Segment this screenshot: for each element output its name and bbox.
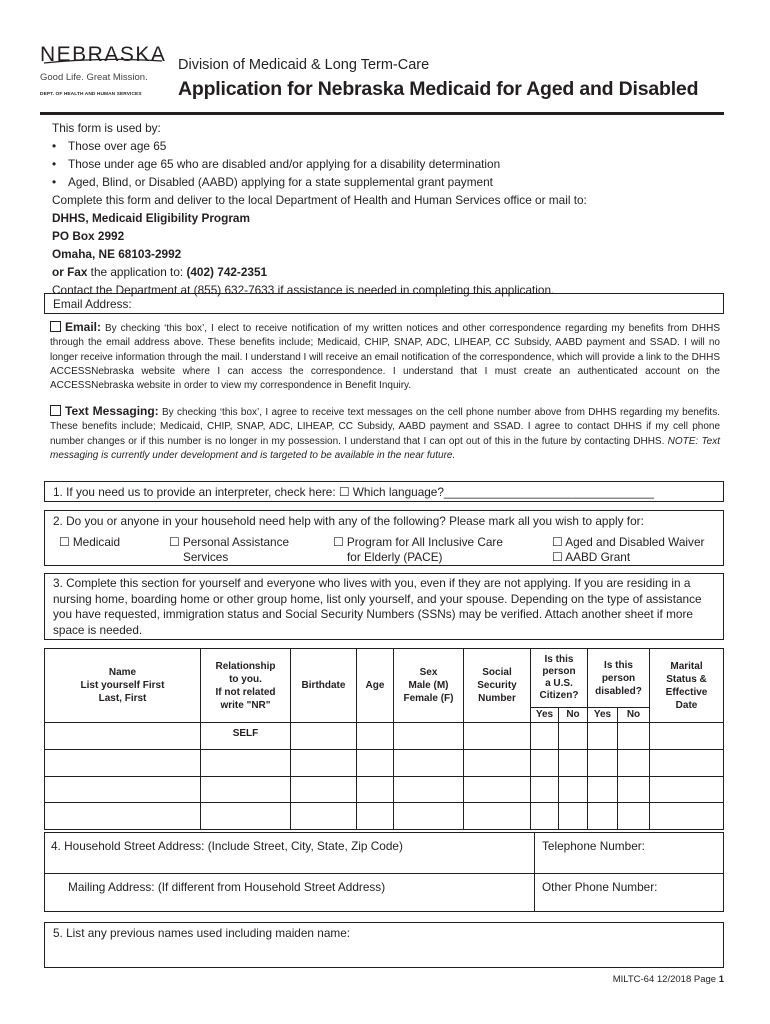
table-grid-line: [558, 707, 559, 829]
fax-mid: the application to:: [87, 265, 187, 279]
household-instructions: [44, 573, 724, 640]
previous-names-field[interactable]: [44, 922, 724, 968]
street-address-field[interactable]: 4. Household Street Address: (Include Street, City, State, Zip Code): [51, 839, 403, 853]
form-footer: [613, 974, 724, 985]
mail-address-line: PO Box 2992: [52, 229, 125, 243]
header-divider: [40, 112, 724, 115]
header-citizen-no: No: [566, 709, 580, 720]
fax-line: [52, 263, 724, 281]
logo-swoosh-icon: [44, 58, 162, 64]
header-age: Age: [365, 680, 385, 691]
option-waiver-aabd[interactable]: [552, 535, 704, 565]
header-disabled-yes: Yes: [593, 709, 612, 720]
logo-tagline: Good Life. Great Mission.: [40, 72, 148, 83]
email-consent-text: By checking ‘this box’, I elect to receive notification of my written notices and other correspondence regarding my benefits from DHHS through the email address above. These benefits include; Medicaid, CHIP, SNAP, ADC, LIHEAP, CC Subsidy, AABD payment and SSAD. I will no longer receive information through the mail. I understand I will receive an email notification of the correspondence, which will provide a link to the DHHS ACCESSNebraska website where I can access the correspondence. I understand that I must create an authenticated account on the ACCESSNebraska website in order to view my correspondence in Benefit Inquiry.: [50, 323, 720, 392]
nebraska-dhhs-logo: [40, 44, 165, 97]
text-consent-note: NOTE: Text messaging is currently under development and is targeted to be available in the near future.: [50, 435, 720, 461]
email-address-label: Email Address:: [53, 297, 132, 311]
option-aabd-grant[interactable]: ☐ AABD Grant: [552, 550, 631, 564]
header-citizen-yes: Yes: [535, 709, 554, 720]
option-label: ☐ Personal Assistance: [169, 535, 290, 549]
telephone-field[interactable]: Telephone Number:: [542, 839, 645, 853]
header-name: Name List yourself First Last, First: [80, 667, 165, 704]
header-citizen: Is this person a U.S. Citizen?: [539, 654, 579, 701]
address-divider: [534, 833, 535, 911]
email-address-field[interactable]: [44, 293, 724, 314]
table-grid-line: [45, 802, 723, 803]
header-birthdate: Birthdate: [301, 680, 346, 691]
option-label: ☐ Medicaid: [59, 535, 121, 549]
bullet-item: • Those under age 65 who are disabled and/or applying for a disability determination: [52, 155, 724, 173]
option-label-line2: Services: [183, 550, 229, 564]
header-disabled: Is this person disabled?: [595, 659, 642, 697]
division-name: Division of Medicaid & Long Term-Care: [178, 57, 430, 73]
text-consent-lead: Text Messaging:: [65, 404, 159, 418]
email-consent-lead: Email:: [65, 320, 102, 334]
text-consent-checkbox[interactable]: [50, 405, 61, 416]
text-consent: [50, 404, 720, 463]
mail-address-line: DHHS, Medicaid Eligibility Program: [52, 211, 250, 225]
self-relationship-cell: SELF: [232, 728, 259, 739]
header-disabled-no: No: [626, 709, 641, 720]
bullet-item: • Aged, Blind, or Disabled (AABD) applying for a state supplemental grant payment: [52, 173, 724, 191]
option-medicaid[interactable]: [59, 535, 120, 550]
option-personal-assistance[interactable]: [169, 535, 289, 565]
page-title: Application for Nebraska Medicaid for Aged and Disabled: [178, 78, 699, 100]
table-grid-line: [617, 707, 618, 829]
mail-address-line: Omaha, NE 68103-2992: [52, 247, 182, 261]
interpreter-question-text: 1. If you need us to provide an interpreter, check here: ☐ Which language?________________________________: [53, 485, 654, 499]
fax-prefix: or Fax: [52, 265, 88, 279]
option-label: ☐ Aged and Disabled Waiver: [552, 535, 705, 549]
assistance-options: [53, 535, 723, 569]
option-pace[interactable]: [333, 535, 503, 565]
option-label-line2: for Elderly (PACE): [347, 550, 443, 564]
table-grid-line: [45, 776, 723, 777]
header-relationship: Relationship to you. If not related write "NR": [215, 660, 276, 711]
email-consent-checkbox[interactable]: [50, 321, 61, 332]
previous-names-label: 5. List any previous names used including maiden name:: [53, 926, 351, 940]
address-divider: [45, 873, 723, 874]
form-id: MILTC-64 12/2018 Page: [612, 974, 719, 985]
other-phone-field[interactable]: Other Phone Number:: [542, 880, 658, 894]
household-members-table: [44, 648, 724, 830]
address-section: [44, 832, 724, 912]
table-grid-line: [45, 722, 723, 723]
assistance-question-text: 2. Do you or anyone in your household need help with any of the following? Please mark all you wish to apply for:: [53, 514, 644, 528]
logo-dept: DEPT. OF HEALTH AND HUMAN SERVICES: [40, 92, 142, 97]
mailing-address-field[interactable]: Mailing Address: (If different from Household Street Address): [68, 880, 386, 894]
assistance-question: [44, 510, 724, 566]
table-grid-line: [45, 749, 723, 750]
complete-instructions: Complete this form and deliver to the local Department of Health and Human Services office or mail to:: [52, 193, 587, 207]
interpreter-question[interactable]: [44, 481, 724, 502]
header-sex: Sex Male (M) Female (F): [403, 667, 454, 704]
text-consent-text: By checking ‘this box’, I agree to receive text messages on the cell phone number above from DHHS regarding my benefits. These benefits include; Medicaid, CHIP, SNAP, ADC, LIHEAP, CC Subsidy, AABD payment and SSAD. I agree to contact DHHS if my cell phone number changes or if this number is no longer in my possession. I understand that I can opt out of this in the future by contacting DHHS.: [50, 407, 720, 447]
header-marital-status: Marital Status & Effective Date: [665, 660, 708, 711]
option-label: ☐ Program for All Inclusive Care: [333, 535, 503, 549]
email-consent: [50, 320, 720, 393]
intro-section: [52, 119, 724, 299]
bullet-item: • Those over age 65: [52, 137, 724, 155]
page-number: 1: [718, 974, 724, 985]
fax-number: (402) 742-2351: [186, 265, 268, 279]
household-instructions-text: 3. Complete this section for yourself and everyone who lives with you, even if they are not applying. If you are residing in a nursing home, boarding home or other group home, list only yourself, and your spouse. Depending on the type of assistance you have requested, immigration status and Social Security Numbers (SSNs) may be verified. Attach another sheet if more space is needed.: [53, 576, 702, 637]
used-by-label: This form is used by:: [52, 121, 161, 135]
contact-line: Contact the Department at (855) 632-7633 if assistance is needed in completing this application.: [52, 283, 555, 297]
logo-wordmark: NEBRASKA: [40, 43, 167, 66]
header-ssn: Social Security Number: [477, 667, 517, 704]
